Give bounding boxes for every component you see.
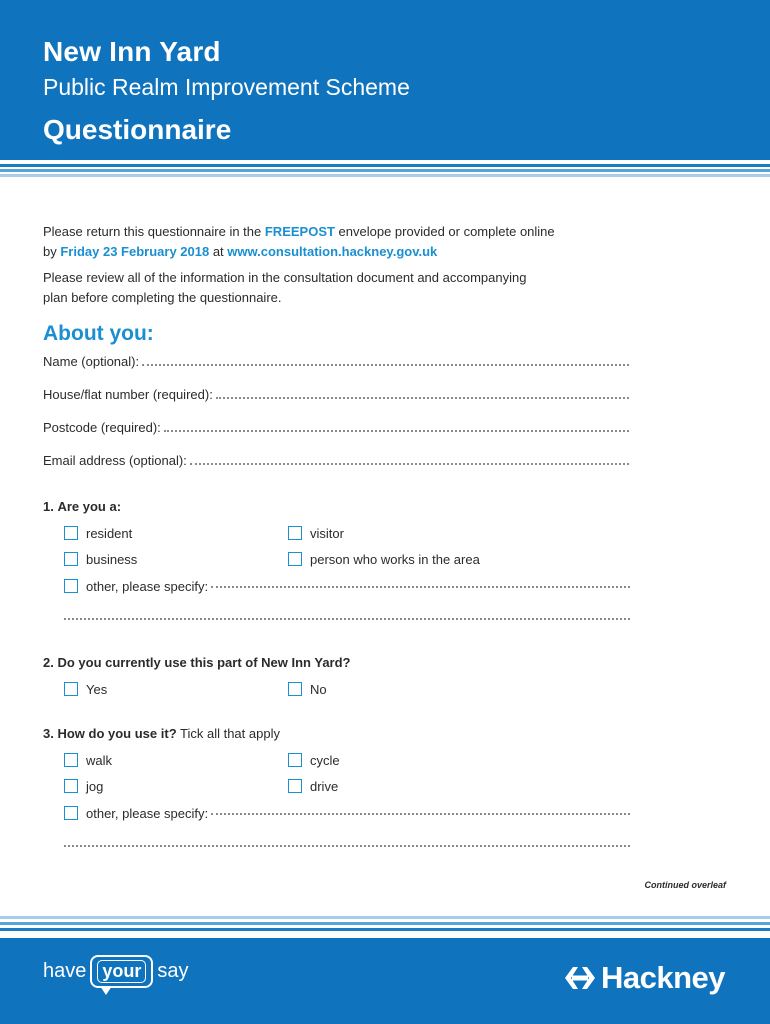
- q2-option-no[interactable]: No: [288, 681, 327, 697]
- page-subtitle: Public Realm Improvement Scheme: [43, 74, 410, 100]
- q3-option-cycle[interactable]: cycle: [288, 752, 340, 768]
- q3-option-other[interactable]: other, please specify:: [64, 805, 630, 821]
- checkbox[interactable]: [64, 682, 78, 696]
- q1-option-resident[interactable]: resident: [64, 525, 132, 541]
- header-banner: [0, 0, 770, 160]
- checkbox[interactable]: [64, 526, 78, 540]
- question-1-heading: 1. Are you a:: [43, 499, 122, 514]
- checkbox[interactable]: [288, 682, 302, 696]
- page-title: New Inn Yard: [43, 36, 221, 67]
- q3-other-input-line-2[interactable]: [64, 845, 630, 847]
- q1-other-input-line-2[interactable]: [64, 618, 630, 620]
- question-3-hint: Tick all that apply: [176, 726, 280, 741]
- q3-option-jog[interactable]: jog: [64, 778, 103, 794]
- consultation-link[interactable]: www.consultation.hackney.gov.uk: [227, 244, 438, 259]
- have-your-say-logo: have your say: [43, 955, 189, 988]
- hackney-logo: Hackney: [563, 960, 725, 996]
- question-2-heading: 2. Do you currently use this part of New Inn Yard?: [43, 655, 351, 670]
- postcode-input-line[interactable]: [164, 420, 629, 432]
- continued-overleaf-note: Continued overleaf: [644, 880, 726, 890]
- q1-option-other[interactable]: other, please specify:: [64, 578, 630, 594]
- header-stripes: [0, 160, 770, 184]
- checkbox[interactable]: [64, 552, 78, 566]
- question-3-heading: 3. How do you use it? Tick all that apply: [43, 726, 280, 741]
- hackney-emblem-icon: [563, 964, 597, 992]
- checkbox[interactable]: [288, 552, 302, 566]
- q3-option-walk[interactable]: walk: [64, 752, 112, 768]
- house-number-input-line[interactable]: [216, 387, 629, 399]
- q1-other-input-line[interactable]: [211, 578, 630, 588]
- intro-paragraph-1: Please return this questionnaire in the FREEPOST envelope provided or complete online by Friday 23 February 2018 at www.consultation.hackney.gov.uk: [43, 224, 555, 259]
- email-input-line[interactable]: [190, 453, 629, 465]
- checkbox[interactable]: [288, 779, 302, 793]
- q3-other-input-line[interactable]: [211, 805, 630, 815]
- name-field[interactable]: [43, 354, 629, 372]
- speech-bubble-icon: your: [90, 955, 153, 988]
- checkbox[interactable]: [64, 579, 78, 593]
- q1-option-business[interactable]: business: [64, 551, 137, 567]
- email-field-label: Email address (optional):: [43, 453, 187, 468]
- postcode-field-label: Postcode (required):: [43, 420, 161, 435]
- about-you-heading: About you:: [43, 322, 154, 345]
- footer-stripes: [0, 916, 770, 938]
- checkbox[interactable]: [288, 753, 302, 767]
- deadline-date: Friday 23 February 2018: [60, 244, 210, 259]
- name-input-line[interactable]: [142, 354, 629, 366]
- q3-option-drive[interactable]: drive: [288, 778, 338, 794]
- name-field-label: Name (optional):: [43, 354, 140, 369]
- checkbox[interactable]: [64, 753, 78, 767]
- house-number-field[interactable]: [43, 387, 629, 405]
- checkbox[interactable]: [64, 806, 78, 820]
- freepost-highlight: FREEPOST: [264, 224, 335, 239]
- q1-option-works-in-area[interactable]: person who works in the area: [288, 551, 480, 567]
- checkbox[interactable]: [288, 526, 302, 540]
- document-type-heading: Questionnaire: [43, 114, 232, 145]
- q2-option-yes[interactable]: Yes: [64, 681, 107, 697]
- q1-option-visitor[interactable]: visitor: [288, 525, 344, 541]
- house-number-field-label: House/flat number (required):: [43, 387, 213, 402]
- email-field[interactable]: [43, 453, 629, 471]
- checkbox[interactable]: [64, 779, 78, 793]
- postcode-field[interactable]: [43, 420, 629, 438]
- intro-paragraph-2: Please review all of the information in the consultation document and accompanying plan before completing the questionnaire.: [43, 270, 527, 305]
